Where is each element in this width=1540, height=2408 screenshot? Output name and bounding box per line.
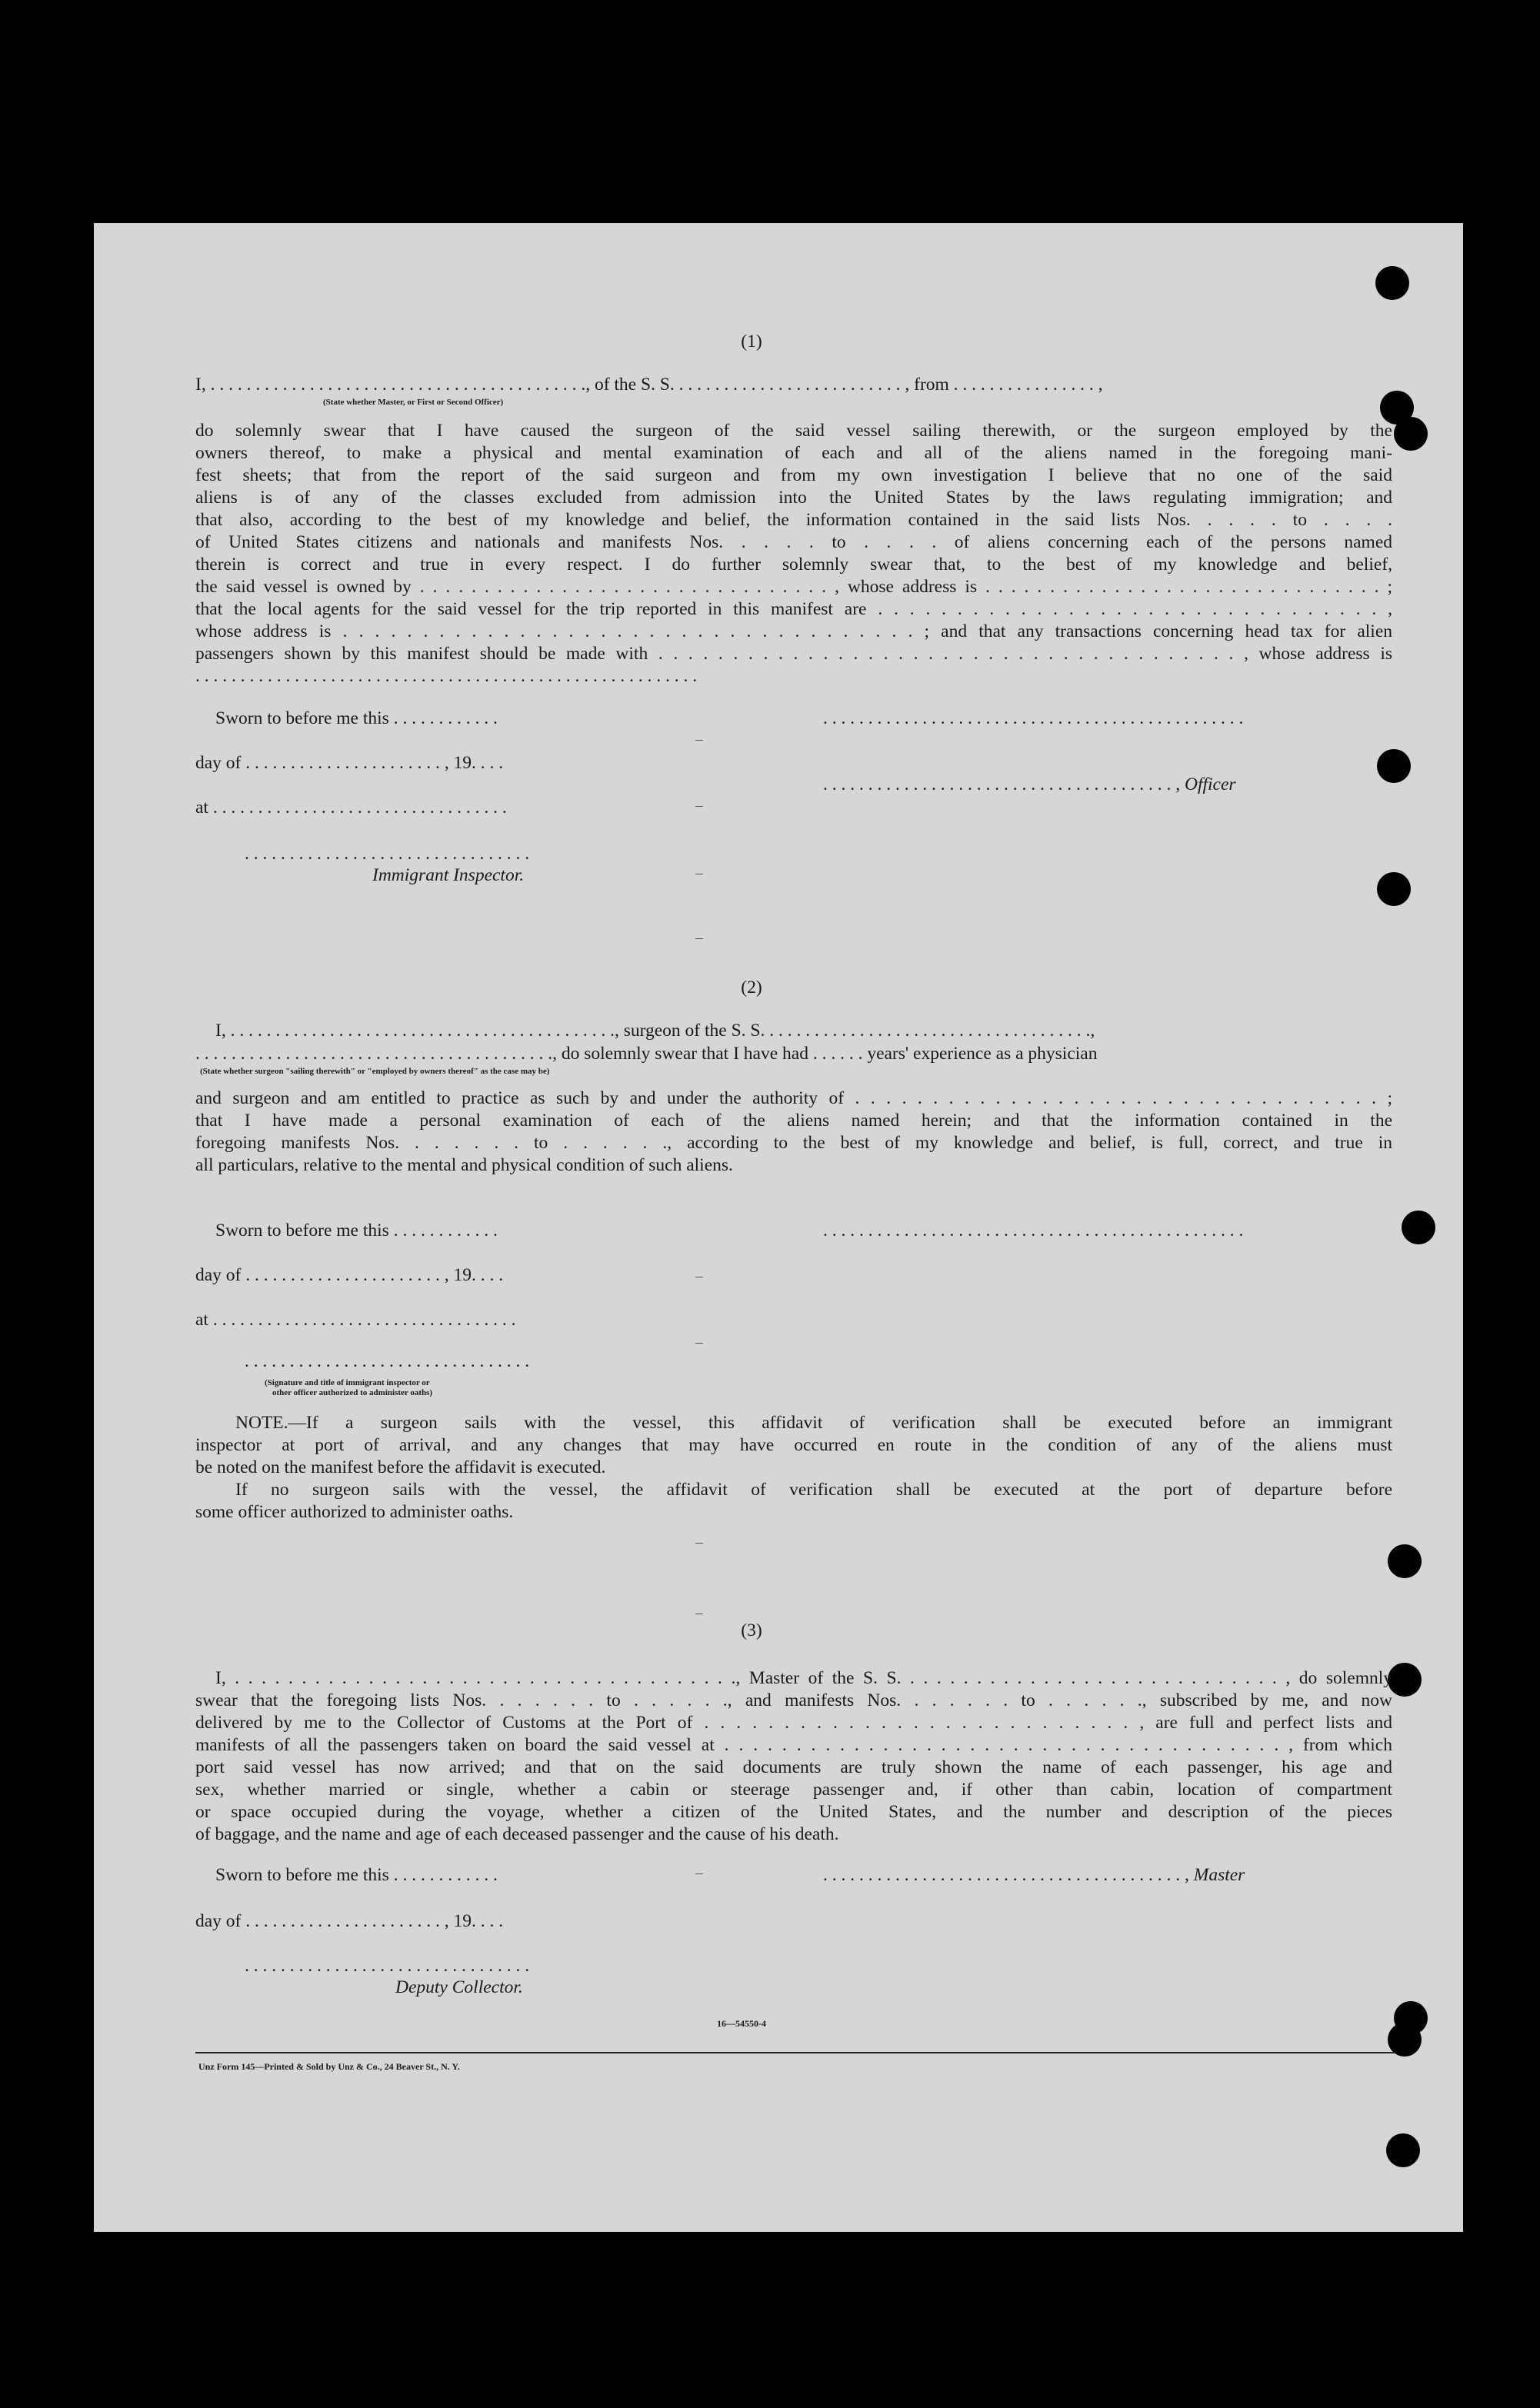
punch-hole [1375, 266, 1409, 300]
footer-rule [195, 2052, 1395, 2053]
section-3-number: (3) [741, 1620, 762, 1640]
section-3-master-line [823, 1864, 1245, 1887]
section-3-body-line: or space occupied during the voyage, whether a citizen of the United States, and the number and description of the pieces [195, 1802, 1392, 1822]
section-2-body-line: and surgeon and am entitled to practice as such by and under the authority of . . . . . . . . . . . . . . . . . . . . . . . . . . . . . . . . . . ; [195, 1088, 1392, 1108]
section-1-oath-body [195, 420, 1392, 688]
section-3-collector-line: . . . . . . . . . . . . . . . . . . . . . . . . . . . . . . . . [245, 1956, 530, 1976]
section-3-body-line: I, . . . . . . . . . . . . . . . . . . . . . . . . . . . . . . . . . . . . . ., Master of the S. S. . . . . . . . . . . . . . . . . . . . . . . . . . . . . , do solemnly [215, 1668, 1392, 1688]
note-line: some officer authorized to administer oaths. [195, 1502, 514, 1522]
section-1-body-line: the said vessel is owned by . . . . . . . . . . . . . . . . . . . . . . . . . . . . . . . . , whose address is . . . . . . . . . . . . . . . . . . . . . . . . . . . . . . . ; [195, 577, 1392, 597]
punch-hole [1402, 1211, 1435, 1244]
section-1-body-line: passengers shown by this manifest should be made with . . . . . . . . . . . . . . . . . . . . . . . . . . . . . . . . . . . . . . . , whose address is [195, 644, 1392, 664]
officer-dots: . . . . . . . . . . . . . . . . . . . . . . . . . . . . . . . . . . . . . . . , [823, 774, 1181, 794]
section-2-experience-note: (State whether surgeon "sailing therewith" or "employed by owners thereof" as the case may be) [200, 1067, 550, 1076]
section-2-sworn-line: Sworn to before me this . . . . . . . . . . . . [215, 1221, 498, 1241]
section-2-inspector-note: other officer authorized to administer oaths) [272, 1388, 433, 1397]
punch-hole [1377, 749, 1411, 783]
section-2-note [195, 1412, 1392, 1524]
section-1-body-line: fest sheets; that from the report of the said surgeon and from my own investigation I believe that no one of the said [195, 465, 1392, 485]
section-1-body-line: aliens is of any of the classes excluded from admission into the United States by the laws regulating immigration; and [195, 488, 1392, 508]
center-mark [695, 1343, 703, 1344]
section-3-sworn-line: Sworn to before me this . . . . . . . . . . . . [215, 1865, 498, 1885]
section-3-body-line: delivered by me to the Collector of Customs at the Port of . . . . . . . . . . . . . . . . . . . . . . . . . . . , are full and perfect lists and [195, 1713, 1392, 1733]
section-2-at-line: at . . . . . . . . . . . . . . . . . . . . . . . . . . . . . . . . . . [195, 1310, 516, 1330]
section-3-oath-body [195, 1667, 1392, 1846]
section-2-inspector-line: . . . . . . . . . . . . . . . . . . . . . . . . . . . . . . . . [245, 1351, 530, 1371]
section-2-oath-body [195, 1087, 1392, 1177]
note-line: inspector at port of arrival, and any changes that may have occurred en route in the condition of any of the aliens must [195, 1435, 1392, 1455]
note-line: If no surgeon sails with the vessel, the affidavit of verification shall be executed at the port of departure before [235, 1480, 1392, 1500]
section-1-signature-line: . . . . . . . . . . . . . . . . . . . . . . . . . . . . . . . . . . . . . . . . . . . . . . . [823, 708, 1244, 728]
section-1-body-line: therein is correct and true in every respect. I do further solemnly swear that, to the best of my knowledge and belief, [195, 555, 1392, 575]
center-mark [695, 938, 703, 939]
section-1-declarant-note: (State whether Master, or First or Second Officer) [323, 398, 504, 407]
section-3-body-line: of baggage, and the name and age of each deceased passenger and the cause of his death. [195, 1824, 839, 1844]
section-1-body-line: . . . . . . . . . . . . . . . . . . . . . . . . . . . . . . . . . . . . . . . . . . . . . . . . . . . . . . . . [195, 666, 698, 686]
form-sheet [94, 223, 1463, 2232]
form-code: 16—54550-4 [717, 2018, 766, 2029]
note-line: NOTE.—If a surgeon sails with the vessel, this affidavit of verification shall be executed before an immigrant [235, 1413, 1392, 1433]
center-mark [695, 1543, 703, 1544]
punch-hole [1394, 417, 1428, 451]
section-3-collector-title: Deputy Collector. [395, 1977, 523, 1997]
section-1-inspector-line: . . . . . . . . . . . . . . . . . . . . . . . . . . . . . . . . [245, 844, 530, 864]
section-1-sworn-line: Sworn to before me this . . . . . . . . . . . . [215, 708, 498, 728]
section-1-officer-line [823, 774, 1236, 796]
section-2-inspector-note: (Signature and title of immigrant inspector or [265, 1378, 430, 1387]
punch-hole [1388, 1544, 1422, 1578]
section-1-number: (1) [741, 331, 762, 351]
section-2-body-line: all particulars, relative to the mental and physical condition of such aliens. [195, 1155, 733, 1175]
center-mark [695, 740, 703, 741]
section-2-signature-line: . . . . . . . . . . . . . . . . . . . . . . . . . . . . . . . . . . . . . . . . . . . . . . . [823, 1221, 1244, 1241]
section-3-day-line: day of . . . . . . . . . . . . . . . . . . . . . . , 19. . . . [195, 1911, 504, 1931]
officer-title: Officer [1185, 774, 1236, 794]
note-line: be noted on the manifest before the affidavit is executed. [195, 1457, 606, 1477]
section-1-body-line: that the local agents for the said vessel for the trip reported in this manifest are . . . . . . . . . . . . . . . . . . . . . . . . . . . . . . . . , [195, 599, 1392, 619]
section-1-body-line: whose address is . . . . . . . . . . . . . . . . . . . . . . . . . . . . . . . . . . . . ; and that any transactions concerning head tax for alien [195, 621, 1392, 641]
section-2-experience-line: . . . . . . . . . . . . . . . . . . . . . . . . . . . . . . . . . . . . . . . ., do solemnly swear that I have had . . . . . . years' experience as a physician [195, 1044, 1098, 1064]
section-1-body-line: do solemnly swear that I have caused the surgeon of the said vessel sailing therewith, or the surgeon employed by the [195, 421, 1392, 441]
section-3-body-line: sex, whether married or single, whether a cabin or steerage passenger and, if other than cabin, location of compartment [195, 1780, 1392, 1800]
section-1-body-line: owners thereof, to make a physical and mental examination of each and all of the aliens named in the foregoing mani- [195, 443, 1392, 463]
section-1-declarant-line: I, . . . . . . . . . . . . . . . . . . . . . . . . . . . . . . . . . . . . . . . . . ., of the S. S. . . . . . . . . . . . . . . . . . . . . . . . . . , from . . . . . . . . . . . . . . . . , [195, 375, 1103, 395]
punch-hole [1377, 872, 1411, 906]
section-3-body-line: manifests of all the passengers taken on board the said vessel at . . . . . . . . . . . . . . . . . . . . . . . . . . . . . . . . . . . . . . . , from which [195, 1735, 1392, 1755]
center-mark [695, 1873, 703, 1874]
center-mark [695, 806, 703, 807]
footer-imprint: Unz Form 145—Printed & Sold by Unz & Co., 24 Beaver St., N. Y. [198, 2061, 460, 2072]
section-1-inspector-title: Immigrant Inspector. [372, 865, 525, 885]
section-1-body-line: of United States citizens and nationals and manifests Nos. . . . . to . . . . of aliens concerning each of the persons named [195, 532, 1392, 552]
section-2-surgeon-line: I, . . . . . . . . . . . . . . . . . . . . . . . . . . . . . . . . . . . . . . . . . . ., surgeon of the S. S. . . . . . . . . . . . . . . . . . . . . . . . . . . . . . . . . . . . ., [215, 1021, 1095, 1041]
section-2-body-line: foregoing manifests Nos. . . . . . . to . . . . . ., according to the best of my knowledge and belief, is full, correct, and true in [195, 1133, 1392, 1153]
section-1-day-line: day of . . . . . . . . . . . . . . . . . . . . . . , 19. . . . [195, 753, 504, 773]
section-1-at-line: at . . . . . . . . . . . . . . . . . . . . . . . . . . . . . . . . . [195, 798, 507, 818]
punch-hole [1386, 2133, 1420, 2167]
section-2-body-line: that I have made a personal examination of each of the aliens named herein; and that the information contained in the [195, 1111, 1392, 1131]
section-2-number: (2) [741, 978, 762, 998]
section-2-day-line: day of . . . . . . . . . . . . . . . . . . . . . . , 19. . . . [195, 1265, 504, 1285]
punch-hole [1388, 1663, 1422, 1697]
master-dots: . . . . . . . . . . . . . . . . . . . . . . . . . . . . . . . . . . . . . . . . , [823, 1865, 1189, 1885]
section-3-body-line: swear that the foregoing lists Nos. . . . . . . to . . . . . ., and manifests Nos. . . . . . . to . . . . . ., subscribed by me, and now [195, 1690, 1392, 1710]
section-1-body-line: that also, according to the best of my knowledge and belief, the information contained in the said lists Nos. . . . . to . . . . [195, 510, 1392, 530]
master-title: Master [1193, 1865, 1245, 1885]
section-3-body-line: port said vessel has now arrived; and that on the said documents are truly shown the name of each passenger, his age and [195, 1757, 1392, 1777]
